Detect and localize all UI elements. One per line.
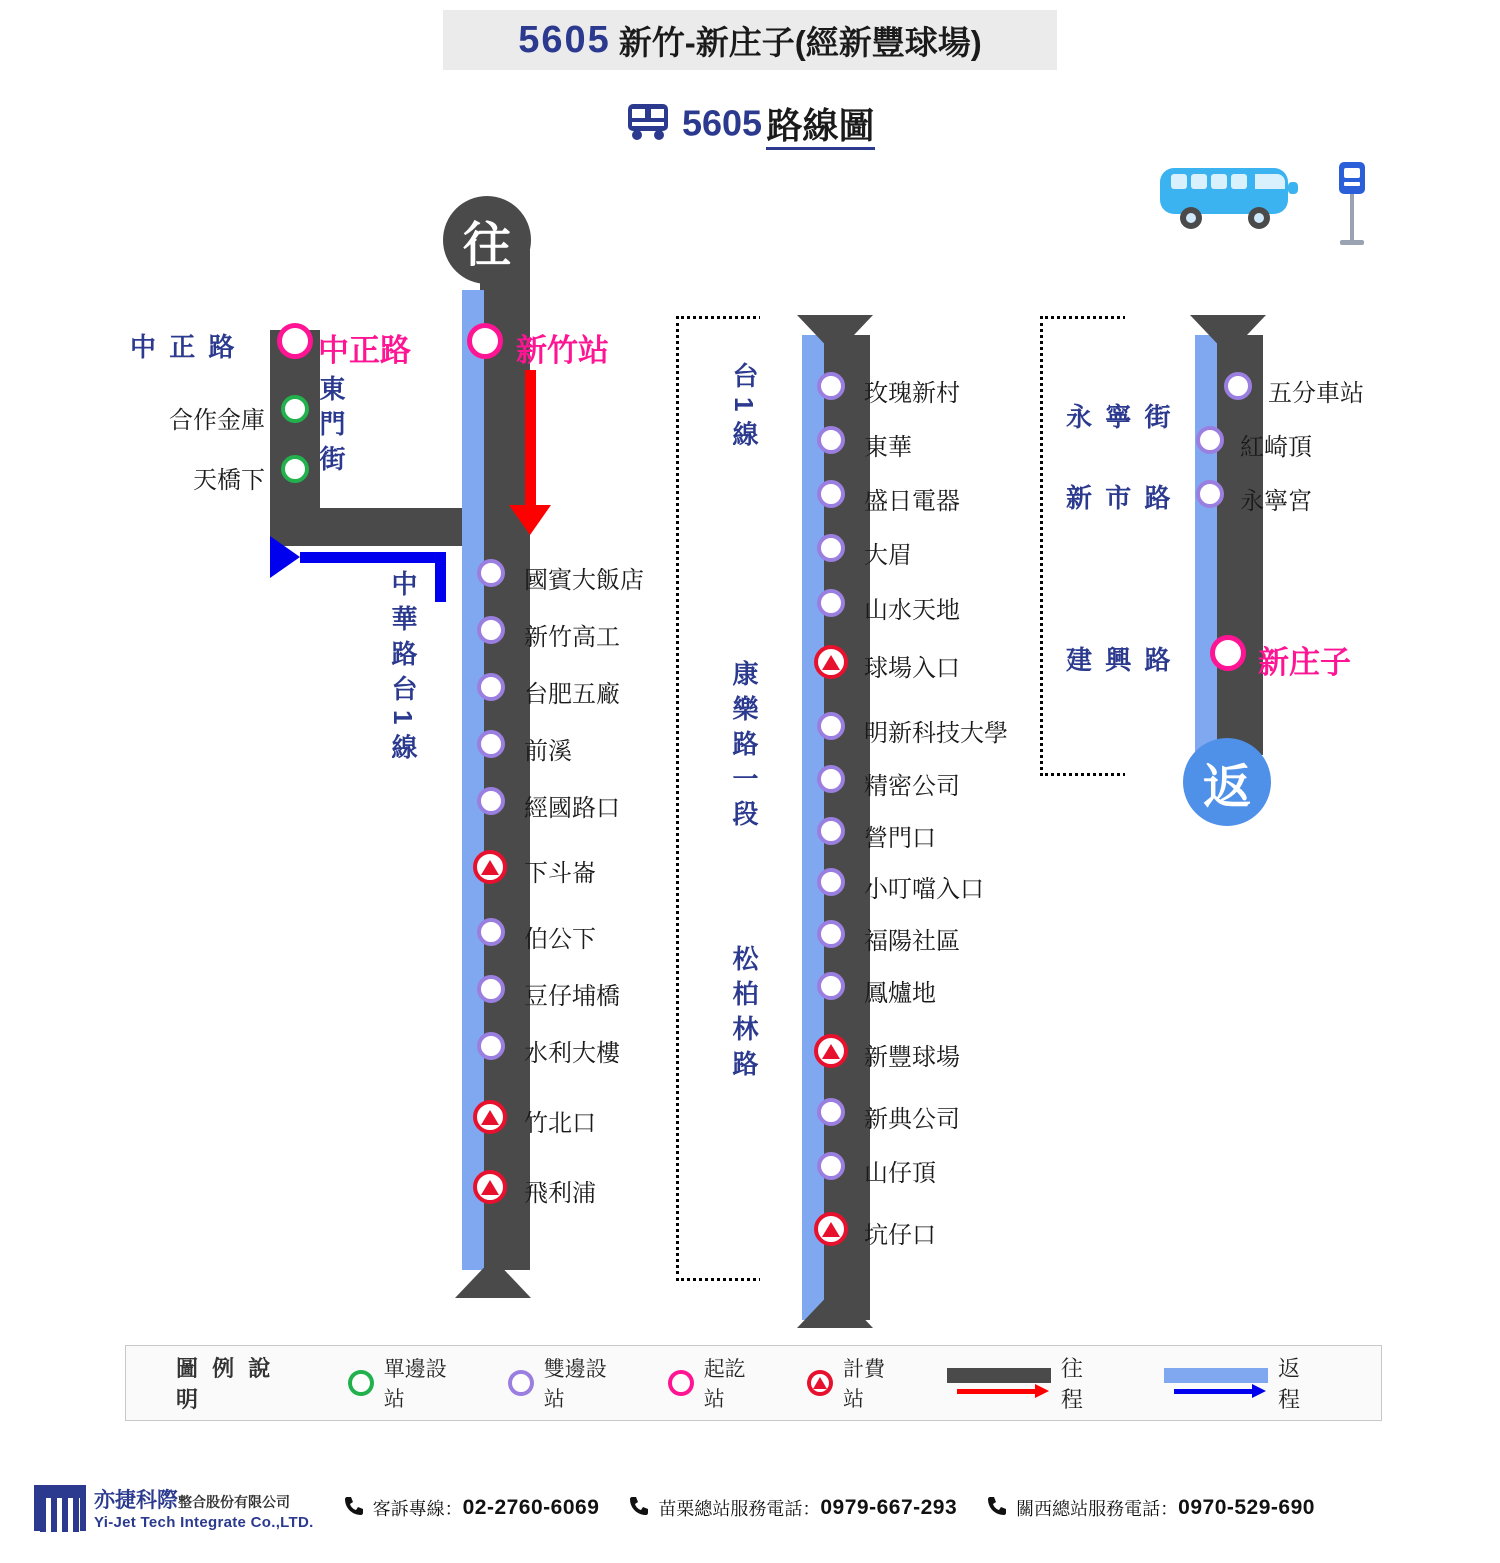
stop-label: 永寧宮 (1240, 488, 1312, 515)
stop-label: 伯公下 (524, 926, 596, 953)
company-logo (34, 1484, 314, 1532)
corridor-arrow-col1-bottom (455, 1258, 531, 1298)
legend-title: 圖 例 說 明 (176, 1356, 275, 1412)
stop-label: 合作金庫 (169, 407, 265, 434)
phone-icon (342, 1494, 366, 1523)
stop-label: 水利大樓 (524, 1040, 620, 1067)
corridor-arrow-col2-bottom (797, 1288, 873, 1328)
corridor-return-col3 (1195, 335, 1217, 755)
legend-item-terminal (668, 1353, 765, 1413)
stop-label: 竹北口 (524, 1110, 596, 1137)
company-name-cn-suffix: 整合股份有限公司 (178, 1494, 290, 1510)
stop-marker-fare[interactable] (814, 645, 848, 679)
stop-marker-double[interactable] (477, 918, 505, 946)
stop-label: 福陽社區 (864, 928, 960, 955)
stop-marker-double[interactable] (817, 480, 845, 508)
legend-item-fare (807, 1353, 904, 1413)
stop-label: 坑仔口 (864, 1222, 936, 1249)
stop-marker-terminal[interactable] (277, 323, 313, 359)
subtitle (0, 98, 1500, 149)
outbound-direction-arrow (525, 370, 536, 510)
legend-label-terminal: 起訖站 (703, 1358, 746, 1411)
stop-marker-double[interactable] (477, 787, 505, 815)
stop-marker-double[interactable] (817, 920, 845, 948)
stop-marker-double[interactable] (477, 975, 505, 1003)
legend-item-outbound (947, 1352, 1122, 1414)
page-title (443, 10, 1057, 70)
road-label-songbolin: 松柏林路 (729, 945, 759, 1085)
legend-label-return: 返 程 (1278, 1356, 1305, 1412)
phone-guanxi (985, 1494, 1315, 1523)
stop-marker-double[interactable] (817, 765, 845, 793)
legend-item-return (1164, 1352, 1339, 1414)
stop-label: 玫瑰新村 (864, 380, 960, 407)
road-label-tai1: 台1線 (729, 362, 759, 456)
phone-miaoli (627, 1494, 957, 1523)
terminal-stop-icon (668, 1370, 694, 1396)
stop-marker-double[interactable] (1196, 426, 1224, 454)
road-label-yongning: 永 寧 街 (1066, 402, 1174, 432)
legend-label-double: 雙邊設站 (543, 1358, 607, 1411)
stop-label: 大眉 (864, 542, 912, 569)
stop-label: 新竹站 (516, 333, 609, 368)
phone-number: 02-2760-6069 (462, 1496, 600, 1519)
road-label-dongmen: 東門街 (316, 375, 346, 480)
stop-marker-double[interactable] (817, 589, 845, 617)
stop-label: 精密公司 (864, 773, 960, 800)
stop-label: 新竹高工 (524, 624, 620, 651)
phone-number: 0970-529-690 (1178, 1496, 1315, 1519)
phone-icon (627, 1494, 651, 1523)
stop-marker-double[interactable] (817, 534, 845, 562)
stop-marker-terminal[interactable] (1210, 635, 1246, 671)
phone-complaint (342, 1494, 600, 1523)
stop-marker-double[interactable] (817, 972, 845, 1000)
stop-label: 新庄子 (1258, 645, 1351, 680)
road-label-zhonghua-tai1: 中華路台1線 (388, 570, 418, 769)
stop-marker-double[interactable] (477, 730, 505, 758)
return-direction-arrowhead (270, 536, 300, 578)
stop-label: 球場入口 (864, 655, 960, 682)
legend-item-single (348, 1353, 466, 1413)
company-logo-mark (34, 1485, 86, 1531)
route-number: 5605 (518, 18, 611, 61)
stop-label: 飛利浦 (524, 1180, 596, 1207)
corridor-arrow-col2-top (797, 315, 873, 355)
stop-label: 台肥五廠 (524, 681, 620, 708)
stop-label: 五分車站 (1268, 380, 1364, 407)
stop-label: 前溪 (524, 738, 572, 765)
phone-label: 苗栗總站服務電話： (658, 1499, 821, 1519)
stop-label: 國賓大飯店 (524, 567, 644, 594)
stop-label: 東華 (864, 434, 912, 461)
stop-marker-fare[interactable] (473, 1170, 507, 1204)
stop-marker-terminal[interactable] (467, 323, 503, 359)
legend-label-outbound: 往 程 (1060, 1356, 1087, 1412)
return-direction-arrow-riser (435, 552, 446, 602)
stop-marker-double[interactable] (477, 616, 505, 644)
decorative-bus-illustration (1155, 160, 1305, 245)
stop-marker-fare[interactable] (473, 1100, 507, 1134)
legend-label-fare: 計費站 (843, 1358, 886, 1411)
stop-marker-double[interactable] (1196, 480, 1224, 508)
stop-label: 小叮噹入口 (864, 876, 984, 903)
stop-label: 中正路 (318, 333, 411, 368)
stop-marker-fare[interactable] (814, 1212, 848, 1246)
footer (0, 1468, 1500, 1548)
phone-icon (985, 1494, 1009, 1523)
stop-marker-double[interactable] (1224, 372, 1252, 400)
legend-label-single: 單邊設站 (383, 1358, 447, 1411)
return-swatch-icon (1164, 1366, 1266, 1400)
legend (125, 1345, 1382, 1421)
stop-marker-double[interactable] (477, 1032, 505, 1060)
outbound-swatch-icon (947, 1366, 1049, 1400)
stop-marker-double[interactable] (817, 426, 845, 454)
subtitle-word: 路線圖 (766, 105, 874, 150)
phone-label: 客訴專線： (372, 1499, 463, 1519)
road-label-jianxing: 建 興 路 (1066, 645, 1174, 675)
badge-return: 返 (1183, 738, 1271, 826)
stop-label: 鳳爐地 (864, 980, 936, 1007)
outbound-direction-arrowhead (509, 505, 551, 535)
stop-label: 紅崎頂 (1240, 434, 1312, 461)
stop-label: 新豐球場 (864, 1044, 960, 1071)
stop-marker-fare[interactable] (473, 850, 507, 884)
decorative-bus-stop-sign (1330, 160, 1374, 253)
stop-marker-double[interactable] (477, 673, 505, 701)
subtitle-route-number: 5605 (681, 102, 763, 144)
road-label-zhongzheng: 中 正 路 (130, 332, 238, 362)
stop-marker-double[interactable] (817, 372, 845, 400)
stop-label: 明新科技大學 (864, 720, 1008, 747)
double-stop-icon (508, 1370, 534, 1396)
legend-item-double (508, 1353, 626, 1413)
road-label-xinshi: 新 市 路 (1066, 483, 1174, 513)
company-name-en: Yi-Jet Tech Integrate Co.,LTD. (94, 1514, 314, 1531)
stop-marker-double[interactable] (817, 1098, 845, 1126)
stop-marker-single[interactable] (281, 455, 309, 483)
stop-label: 盛日電器 (864, 488, 960, 515)
phone-number: 0979-667-293 (820, 1496, 958, 1519)
badge-outbound: 往 (443, 196, 531, 284)
stop-label: 經國路口 (524, 795, 620, 822)
stop-label: 山水天地 (864, 597, 960, 624)
stop-marker-double[interactable] (817, 712, 845, 740)
company-name-cn: 亦捷科際整合股份有限公司 (94, 1489, 290, 1512)
stop-marker-double[interactable] (817, 817, 845, 845)
return-direction-arrow-shaft (300, 552, 445, 563)
stop-label: 新典公司 (864, 1106, 960, 1133)
stop-label: 天橋下 (193, 467, 265, 494)
route-name: 新竹-新庄子(經新豐球場) (618, 23, 982, 61)
single-stop-icon (348, 1370, 374, 1396)
stop-marker-fare[interactable] (814, 1034, 848, 1068)
stop-label: 山仔頂 (864, 1160, 936, 1187)
phone-label: 關西總站服務電話： (1016, 1499, 1179, 1519)
road-label-kangle: 康樂路一段 (729, 660, 759, 835)
bus-icon (625, 101, 671, 146)
stop-marker-single[interactable] (281, 395, 309, 423)
stop-label: 營門口 (864, 825, 936, 852)
stop-label: 豆仔埔橋 (524, 983, 620, 1010)
stop-label: 下斗崙 (524, 860, 596, 887)
stop-marker-double[interactable] (477, 559, 505, 587)
corridor-arrow-col3-top (1190, 315, 1266, 355)
stop-marker-double[interactable] (817, 868, 845, 896)
fare-stop-icon (807, 1370, 833, 1396)
stop-marker-double[interactable] (817, 1152, 845, 1180)
